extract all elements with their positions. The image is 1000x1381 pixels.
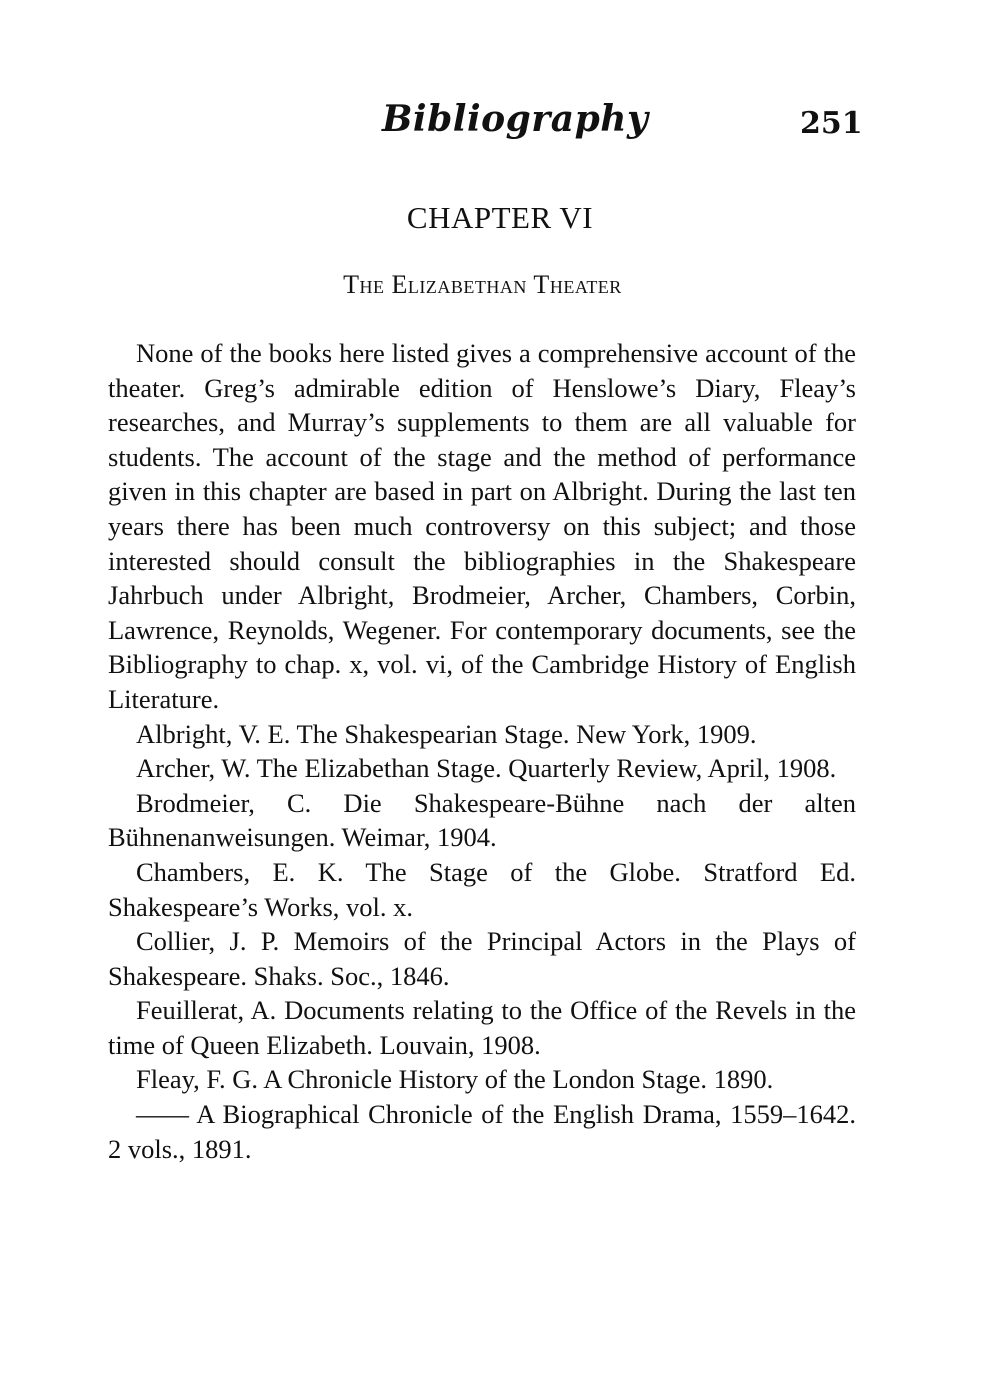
bibliography-entry: Chambers, E. K. The Stage of the Globe. Stratford Ed. Shakespeare’s Works, vol. x. [108,856,856,922]
bibliography-entry: Archer, W. The Elizabethan Stage. Quarterly Review, April, 1908. [136,753,837,784]
bibliography-entry: Feuillerat, A. Documents relating to the Office of the Revels in the time of Queen Elizabeth. Louvain, 1908. [108,995,856,1060]
chapter-title: The Elizabethan Theater [343,270,622,299]
bibliography-entry: —— A Biographical Chronicle of the English Drama, 1559–1642. 2 vols., 1891. [108,1099,856,1164]
intro-paragraph: None of the books here listed gives a comprehensive account of the theater. Greg’s admirable edition of Henslowe’s Diary, Fleay’s researches, and Murray’s supplements to them are all valuable for students. The account of the stage and the method of performance given in this chapter are based in part on Albright. During the last ten years there has been much controversy on this subject; and those interested should consult the bibliographies in the Shakespeare Jahrbuch under Albright, Brodmeier, Archer, Chambers, Corbin, Lawrence, Reynolds, Wegener. For contemporary documents, see the Bibliography to chap. x, vol. vi, of the Cambridge History of English Literature. [108,338,856,714]
bibliography-entry: Fleay, F. G. A Chronicle History of the London Stage. 1890. [136,1064,774,1095]
chapter-number: CHAPTER VI [406,200,594,235]
running-head [0,98,1000,158]
bibliography-entry: Collier, J. P. Memoirs of the Principal Actors in the Plays of Shakespeare. Shaks. Soc., 1846. [108,926,856,991]
body-text [108,336,856,1166]
bibliography-entry: Albright, V. E. The Shakespearian Stage. New York, 1909. [136,718,757,749]
bibliography-entry: Brodmeier, C. Die Shakespeare-Bühne nach der alten Bühnenanweisungen. Weimar, 1904. [108,787,856,853]
page-number: 251 [800,106,863,141]
running-title: Bibliography [382,98,649,140]
